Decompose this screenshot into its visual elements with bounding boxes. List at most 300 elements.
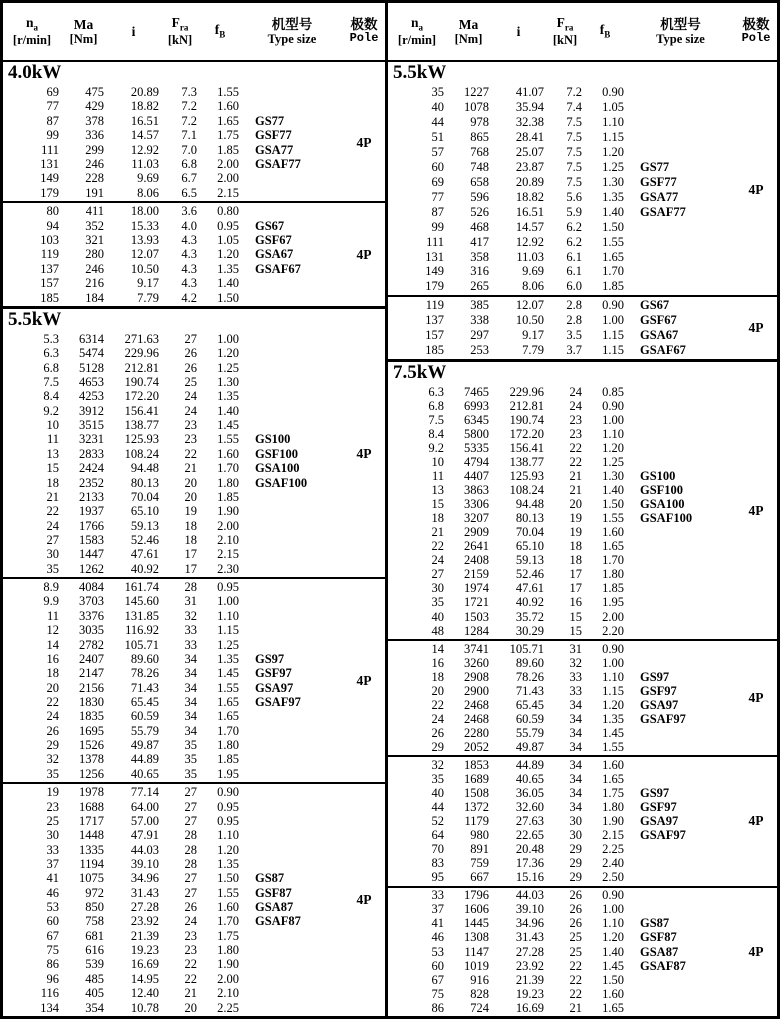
cell-ma: 724 (470, 1000, 489, 1015)
cell-fra: 3.5 (566, 328, 582, 343)
cell-i: 13.93 (130, 232, 159, 247)
cell-fb: 0.90 (217, 785, 239, 800)
cell-na: 6.3 (43, 346, 59, 361)
cell-na: 24 (431, 711, 444, 726)
cell-i: 8.06 (522, 279, 544, 294)
cell-fb: 1.60 (217, 446, 239, 461)
header-col-f (600, 22, 611, 40)
cell-na: 7.5 (43, 375, 59, 389)
header-col-main: 极数 (350, 16, 378, 32)
cell-i: 12.92 (515, 234, 544, 249)
cell-na: 6.8 (43, 360, 59, 375)
cell-na: 23 (46, 799, 59, 814)
cell-na: 8.4 (428, 426, 444, 441)
cell-fra: 26 (184, 346, 197, 361)
cell-type-size: GSAF100 (640, 511, 693, 526)
table-row (3, 389, 343, 403)
section-5-5kw (3, 306, 385, 1016)
cell-i: 23.87 (515, 159, 544, 174)
cell-ma: 6993 (464, 398, 489, 413)
cell-na: 51 (431, 130, 444, 145)
cell-i: 59.13 (130, 518, 159, 533)
cell-fra: 23 (184, 418, 197, 433)
speed-block (388, 84, 777, 295)
cell-na: 96 (46, 971, 59, 986)
cell-type-size: GS97 (640, 786, 670, 801)
cell-i: 229.96 (124, 346, 159, 361)
cell-na: 46 (46, 885, 59, 900)
table-row (388, 525, 735, 539)
header-col-main: $n_a$ (25, 15, 38, 33)
cell-na: 27 (46, 532, 59, 547)
table-row (3, 219, 343, 233)
cell-fra: 27 (184, 885, 197, 900)
table-row (388, 670, 735, 684)
cell-ma: 891 (470, 842, 489, 857)
cell-fra: 34 (569, 757, 582, 772)
table-row (3, 128, 343, 142)
cell-type-size: GSF87 (255, 885, 292, 900)
cell-type-size: GSA97 (640, 814, 679, 829)
table-row (388, 427, 735, 441)
cell-i: 40.65 (515, 771, 544, 786)
cell-i: 27.28 (515, 944, 544, 959)
cell-i: 10.50 (130, 261, 159, 276)
cell-fra: 33 (184, 637, 197, 652)
cell-fb: 1.20 (602, 930, 624, 945)
cell-na: 20 (431, 683, 444, 698)
cell-i: 9.17 (137, 276, 159, 291)
cell-i: 94.48 (515, 497, 544, 512)
cell-na: 149 (425, 264, 444, 279)
cell-ma: 358 (470, 249, 489, 264)
cell-fb: 2.40 (602, 856, 624, 871)
cell-ma: 429 (85, 99, 104, 114)
cell-type-size: GS100 (640, 469, 676, 484)
cell-na: 25 (46, 813, 59, 828)
cell-fra: 6.2 (566, 234, 582, 249)
cell-ma: 1448 (79, 828, 104, 843)
cell-i: 52.46 (515, 567, 544, 582)
cell-fb: 1.40 (602, 204, 624, 219)
table-row (388, 568, 735, 582)
cell-i: 16.51 (515, 204, 544, 219)
speed-block (388, 886, 777, 1016)
cell-na: 53 (46, 900, 59, 915)
table-row (388, 249, 735, 264)
cell-i: 28.41 (515, 130, 544, 145)
table-row (388, 945, 735, 959)
table-row (3, 247, 343, 261)
cell-i: 27.28 (130, 900, 159, 915)
cell-i: 18.00 (130, 204, 159, 219)
cell-fb: 2.50 (602, 870, 624, 885)
header-col-line2: [Nm] (454, 32, 483, 47)
cell-ma: 2909 (464, 525, 489, 540)
table-row (388, 987, 735, 1001)
table-row (3, 595, 343, 609)
table-row (3, 262, 343, 276)
cell-i: 125.93 (509, 469, 544, 484)
cell-ma: 2900 (464, 683, 489, 698)
cell-na: 13 (46, 446, 59, 461)
cell-fb: 1.75 (217, 928, 239, 943)
cell-type-size: GSF87 (640, 930, 677, 945)
cell-fb: 0.85 (602, 384, 624, 399)
header-col-i (132, 24, 136, 40)
cell-na: 35 (46, 766, 59, 781)
cell-fb: 1.15 (602, 130, 624, 145)
cell-i: 15.16 (515, 870, 544, 885)
cell-fb: 1.70 (217, 723, 239, 738)
cell-fb: 1.45 (217, 418, 239, 433)
table-row (3, 461, 343, 475)
table-row (388, 959, 735, 973)
cell-na: 111 (41, 142, 59, 157)
cell-i: 19.23 (515, 986, 544, 1001)
cell-na: 14 (431, 641, 444, 656)
cell-fb: 2.20 (602, 623, 624, 638)
cell-na: 83 (431, 856, 444, 871)
cell-i: 138.77 (124, 418, 159, 433)
speed-block (388, 639, 777, 755)
pole-cell: 4P (356, 446, 372, 462)
cell-fra: 22 (569, 958, 582, 973)
cell-fra: 3.6 (181, 204, 197, 219)
cell-fb: 1.25 (217, 637, 239, 652)
cell-na: 32 (46, 752, 59, 767)
header-col--kn- (168, 15, 192, 47)
cell-fra: 3.7 (566, 343, 582, 358)
table-row (388, 582, 735, 596)
cell-na: 41 (46, 871, 59, 886)
cell-ma: 1075 (79, 871, 104, 886)
cell-na: 30 (46, 828, 59, 843)
cell-i: 59.13 (515, 553, 544, 568)
cell-ma: 7465 (464, 384, 489, 399)
cell-na: 131 (425, 249, 444, 264)
cell-na: 15 (431, 497, 444, 512)
cell-type-size: GSA100 (255, 461, 300, 476)
cell-ma: 417 (470, 234, 489, 249)
header-col-main: Ma (73, 16, 94, 32)
cell-na: 16 (46, 651, 59, 666)
cell-na: 137 (40, 261, 59, 276)
table-row (3, 623, 343, 637)
table-row (3, 99, 343, 113)
cell-type-size: GSF100 (255, 446, 299, 461)
block-rows (388, 641, 735, 755)
cell-i: 39.10 (515, 902, 544, 917)
table-row (388, 469, 735, 483)
cell-type-size: GS87 (255, 871, 285, 886)
cell-ma: 3703 (79, 594, 104, 609)
cell-fb: 1.90 (602, 814, 624, 829)
cell-type-size: GSF100 (640, 483, 684, 498)
cell-fb: 1.15 (602, 683, 624, 698)
cell-fb: 0.95 (217, 580, 239, 595)
cell-ma: 4653 (79, 375, 104, 389)
cell-type-size: GSAF100 (255, 475, 308, 490)
cell-i: 21.39 (130, 928, 159, 943)
header-col-main: Ma (458, 16, 479, 32)
cell-i: 12.07 (515, 298, 544, 313)
cell-ma: 2133 (79, 489, 104, 504)
table-row (388, 385, 735, 399)
table-row (388, 889, 735, 903)
header-col-f (215, 22, 226, 40)
table-row (388, 115, 735, 130)
cell-fra: 20 (184, 475, 197, 490)
table-row (3, 958, 343, 972)
cell-fb: 1.65 (602, 249, 624, 264)
table-row (3, 171, 343, 185)
table-row (3, 972, 343, 986)
table-row (3, 886, 343, 900)
table-row (388, 610, 735, 624)
cell-ma: 5800 (464, 426, 489, 441)
cell-fb: 1.45 (602, 958, 624, 973)
cell-fb: 1.80 (217, 475, 239, 490)
cell-na: 41 (431, 916, 444, 931)
cell-fra: 5.6 (566, 189, 582, 204)
cell-i: 11.03 (131, 156, 159, 171)
cell-ma: 1796 (464, 888, 489, 903)
cell-fb: 0.80 (217, 204, 239, 219)
header-col-main: 机型号 (660, 16, 701, 32)
cell-i: 138.77 (509, 455, 544, 469)
cell-ma: 4084 (79, 580, 104, 595)
cell-fra: 32 (569, 655, 582, 670)
cell-type-size: GSA67 (255, 247, 294, 262)
cell-type-size: GSA97 (255, 680, 294, 695)
cell-fb: 0.95 (217, 799, 239, 814)
section-5-5kw (388, 62, 777, 359)
cell-na: 35 (431, 85, 444, 100)
table-row (388, 772, 735, 786)
table-row (388, 931, 735, 945)
table-row (388, 219, 735, 234)
cell-i: 21.39 (515, 972, 544, 987)
cell-fra: 22 (569, 986, 582, 1001)
cell-fra: 2.8 (566, 298, 582, 313)
cell-fb: 2.15 (217, 547, 239, 562)
header-col-pole (350, 17, 379, 46)
cell-ma: 299 (85, 142, 104, 157)
table-row (388, 917, 735, 931)
cell-fb: 1.20 (217, 247, 239, 262)
header-col-line2: Type size (267, 32, 317, 47)
table-row (388, 656, 735, 670)
cell-ma: 378 (85, 113, 104, 128)
cell-na: 60 (431, 159, 444, 174)
cell-fra: 34 (569, 711, 582, 726)
cell-i: 108.24 (124, 446, 159, 461)
cell-fb: 1.25 (602, 159, 624, 174)
cell-i: 52.46 (130, 532, 159, 547)
cell-na: 77 (431, 189, 444, 204)
cell-fb: 1.20 (217, 346, 239, 361)
cell-fb: 2.10 (217, 532, 239, 547)
cell-type-size: GS77 (255, 113, 285, 128)
section-7-5kw (388, 359, 777, 1016)
cell-i: 47.61 (515, 581, 544, 596)
cell-fb: 1.80 (217, 943, 239, 958)
cell-fra: 27 (184, 813, 197, 828)
cell-ma: 3306 (464, 497, 489, 512)
cell-fra: 20 (184, 1000, 197, 1015)
cell-ma: 253 (470, 343, 489, 358)
cell-ma: 352 (85, 218, 104, 233)
cell-ma: 485 (85, 971, 104, 986)
cell-i: 94.48 (130, 461, 159, 476)
cell-type-size: GSF67 (640, 313, 677, 328)
cell-fra: 24 (184, 914, 197, 929)
cell-fra: 4.0 (181, 218, 197, 233)
table-row (388, 85, 735, 100)
cell-na: 116 (40, 986, 59, 1001)
cell-i: 40.92 (515, 595, 544, 610)
cell-i: 31.43 (130, 885, 159, 900)
speed-block (3, 201, 385, 306)
cell-fb: 1.55 (217, 84, 239, 99)
table-row (3, 666, 343, 680)
cell-fb: 1.35 (217, 651, 239, 666)
cell-na: 185 (425, 343, 444, 358)
table-row (388, 399, 735, 413)
cell-i: 10.50 (515, 313, 544, 328)
cell-na: 11 (431, 469, 444, 484)
header-col-pole (742, 17, 771, 46)
cell-i: 30.29 (515, 623, 544, 638)
cell-na: 48 (431, 623, 444, 638)
cell-fb: 0.90 (602, 641, 624, 656)
cell-ma: 1830 (79, 694, 104, 709)
cell-na: 40 (431, 786, 444, 801)
header-col--r-min- (398, 15, 436, 47)
table-row (388, 596, 735, 610)
cell-fb: 1.10 (217, 828, 239, 843)
pole-cell: 4P (748, 320, 764, 336)
table-row (3, 800, 343, 814)
cell-fb: 0.95 (217, 813, 239, 828)
cell-fb: 1.75 (602, 786, 624, 801)
cell-ma: 3035 (79, 623, 104, 638)
cell-ma: 297 (470, 328, 489, 343)
cell-i: 35.94 (515, 100, 544, 115)
cell-fra: 28 (184, 580, 197, 595)
cell-na: 9.2 (428, 440, 444, 455)
block-rows (388, 888, 735, 1016)
cell-ma: 980 (470, 828, 489, 843)
cell-i: 31.43 (515, 930, 544, 945)
cell-na: 22 (46, 694, 59, 709)
cell-na: 32 (431, 757, 444, 772)
cell-fb: 1.10 (602, 669, 624, 684)
cell-ma: 1835 (79, 709, 104, 724)
cell-type-size: GSF77 (640, 174, 677, 189)
table-row (388, 313, 735, 328)
cell-fra: 26 (569, 888, 582, 903)
cell-fra: 28 (184, 828, 197, 843)
cell-ma: 411 (85, 204, 104, 219)
cell-na: 37 (431, 902, 444, 917)
cell-ma: 526 (470, 204, 489, 219)
cell-ma: 246 (85, 261, 104, 276)
cell-fb: 1.60 (217, 99, 239, 114)
table-row (3, 709, 343, 723)
cell-fb: 1.35 (217, 856, 239, 871)
cell-type-size: GSF97 (255, 666, 292, 681)
cell-fra: 23 (184, 943, 197, 958)
cell-ma: 321 (85, 232, 104, 247)
cell-fra: 15 (569, 623, 582, 638)
table-row (388, 712, 735, 726)
cell-na: 11 (46, 608, 59, 623)
cell-na: 131 (40, 156, 59, 171)
cell-ma: 475 (85, 84, 104, 99)
cell-i: 25.07 (515, 144, 544, 159)
cell-fra: 6.0 (566, 279, 582, 294)
cell-i: 40.92 (130, 561, 159, 576)
table-row (3, 157, 343, 171)
cell-na: 137 (425, 313, 444, 328)
cell-fb: 1.50 (217, 290, 239, 305)
cell-fra: 22 (184, 957, 197, 972)
cell-ma: 1147 (464, 944, 489, 959)
cell-fra: 7.5 (566, 144, 582, 159)
cell-i: 41.07 (515, 85, 544, 100)
cell-na: 30 (431, 581, 444, 596)
cell-i: 78.26 (515, 669, 544, 684)
header-col--r-min- (13, 15, 51, 47)
cell-type-size: GS67 (640, 298, 670, 313)
cell-fra: 20 (569, 497, 582, 512)
table-row (3, 418, 343, 432)
cell-fra: 28 (184, 842, 197, 857)
cell-i: 70.04 (515, 525, 544, 540)
cell-ma: 1256 (79, 766, 104, 781)
cell-fra: 6.5 (181, 185, 197, 200)
table-row (3, 752, 343, 766)
cell-fra: 7.0 (181, 142, 197, 157)
header-col-line2: [r/min] (12, 33, 52, 48)
table-header-row (3, 3, 777, 62)
table-row (388, 264, 735, 279)
cell-na: 46 (431, 930, 444, 945)
cell-na: 9.9 (43, 594, 59, 609)
cell-fra: 18 (184, 518, 197, 533)
table-row (3, 724, 343, 738)
cell-fra: 35 (184, 752, 197, 767)
cell-i: 108.24 (509, 483, 544, 498)
cell-na: 53 (431, 944, 444, 959)
cell-fb: 0.95 (217, 218, 239, 233)
cell-fb: 1.00 (217, 331, 239, 346)
header-col-type-size (268, 17, 317, 47)
cell-ma: 1689 (464, 771, 489, 786)
header-col--kn- (553, 15, 577, 47)
cell-na: 16 (431, 655, 444, 670)
cell-fb: 1.80 (217, 738, 239, 753)
cell-ma: 385 (470, 298, 489, 313)
cell-i: 9.69 (522, 264, 544, 279)
cell-i: 64.00 (130, 799, 159, 814)
cell-na: 18 (431, 511, 444, 526)
cell-type-size: GSAF87 (640, 958, 686, 973)
header-col-line2: [kN] (552, 33, 578, 48)
cell-fra: 30 (569, 828, 582, 843)
